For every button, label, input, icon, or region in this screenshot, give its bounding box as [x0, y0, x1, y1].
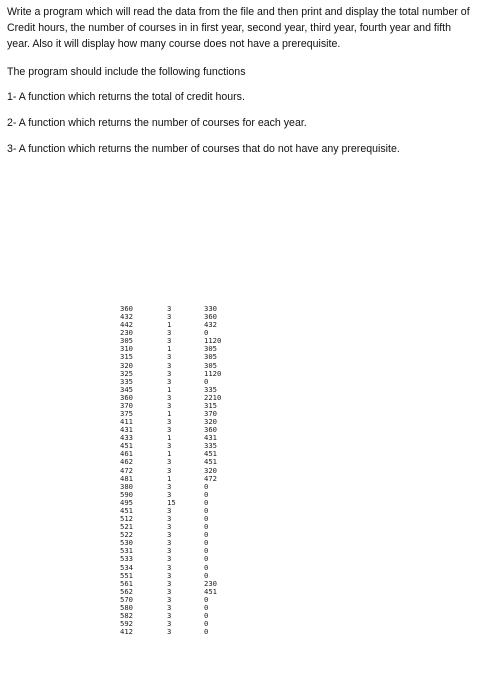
function-3-text: 3- A function which returns the number of courses that do not have any prerequisite. [7, 143, 400, 155]
table-row [0, 572, 477, 580]
credit-hours-cell: 3 [167, 522, 172, 532]
credit-hours-cell: 3 [167, 505, 172, 515]
table-row [0, 612, 477, 620]
table-row [0, 426, 477, 434]
prerequisite-cell: 451 [204, 449, 217, 459]
course-number-cell: 533 [120, 554, 133, 564]
credit-hours-cell: 3 [167, 514, 172, 524]
table-row [0, 580, 477, 588]
table-row [0, 467, 477, 475]
course-number-cell: 325 [120, 368, 133, 378]
course-number-cell: 562 [120, 586, 133, 596]
course-number-cell: 570 [120, 594, 133, 604]
function-1-text: 1- A function which returns the total of credit hours. [7, 91, 245, 103]
table-row [0, 515, 477, 523]
table-row [0, 596, 477, 604]
prerequisite-cell: 0 [204, 602, 209, 612]
course-number-cell: 551 [120, 570, 133, 580]
credit-hours-cell: 3 [167, 392, 172, 402]
credit-hours-cell: 3 [167, 538, 172, 548]
table-row [0, 458, 477, 466]
table-row [0, 604, 477, 612]
course-number-cell: 522 [120, 530, 133, 540]
prerequisite-cell: 451 [204, 586, 217, 596]
course-number-cell: 335 [120, 376, 133, 386]
credit-hours-cell: 3 [167, 425, 172, 435]
course-number-cell: 531 [120, 546, 133, 556]
table-row [0, 499, 477, 507]
requirements-heading: The program should include the following functions [7, 66, 246, 78]
credit-hours-cell: 1 [167, 344, 172, 354]
prerequisite-cell: 335 [204, 384, 217, 394]
credit-hours-cell: 1 [167, 320, 172, 330]
credit-hours-cell: 15 [167, 497, 176, 507]
prerequisite-cell: 0 [204, 530, 209, 540]
credit-hours-cell: 3 [167, 441, 172, 451]
course-number-cell: 345 [120, 384, 133, 394]
prerequisite-cell: 0 [204, 546, 209, 556]
credit-hours-cell: 3 [167, 368, 172, 378]
prerequisite-cell: 0 [204, 481, 209, 491]
credit-hours-cell: 3 [167, 602, 172, 612]
course-number-cell: 310 [120, 344, 133, 354]
course-number-cell: 230 [120, 328, 133, 338]
table-row [0, 475, 477, 483]
table-row [0, 305, 477, 313]
credit-hours-cell: 3 [167, 360, 172, 370]
table-row [0, 547, 477, 555]
prerequisite-cell: 230 [204, 578, 217, 588]
credit-hours-cell: 3 [167, 481, 172, 491]
course-number-cell: 590 [120, 489, 133, 499]
prerequisite-cell: 0 [204, 562, 209, 572]
course-number-cell: 461 [120, 449, 133, 459]
table-row [0, 442, 477, 450]
table-row [0, 450, 477, 458]
prerequisite-cell: 2210 [204, 392, 222, 402]
course-number-cell: 411 [120, 417, 133, 427]
course-number-cell: 472 [120, 465, 133, 475]
prerequisite-cell: 1120 [204, 368, 222, 378]
credit-hours-cell: 3 [167, 489, 172, 499]
table-row [0, 539, 477, 547]
table-row [0, 386, 477, 394]
course-number-cell: 360 [120, 304, 133, 313]
prerequisite-cell: 0 [204, 514, 209, 524]
table-row [0, 362, 477, 370]
course-number-cell: 582 [120, 610, 133, 620]
prerequisite-cell: 432 [204, 320, 217, 330]
function-2-text: 2- A function which returns the number of courses for each year. [7, 117, 307, 129]
credit-hours-cell: 3 [167, 304, 172, 313]
table-row [0, 564, 477, 572]
credit-hours-cell: 3 [167, 352, 172, 362]
course-number-cell: 375 [120, 409, 133, 419]
prerequisite-cell: 370 [204, 409, 217, 419]
prerequisite-cell: 451 [204, 457, 217, 467]
prerequisite-cell: 0 [204, 538, 209, 548]
course-number-cell: 481 [120, 473, 133, 483]
prerequisite-cell: 360 [204, 312, 217, 322]
course-number-cell: 432 [120, 312, 133, 322]
table-row [0, 434, 477, 442]
credit-hours-cell: 3 [167, 465, 172, 475]
course-number-cell: 433 [120, 433, 133, 443]
course-number-cell: 320 [120, 360, 133, 370]
table-row [0, 628, 477, 636]
credit-hours-cell: 3 [167, 594, 172, 604]
credit-hours-cell: 3 [167, 417, 172, 427]
course-number-cell: 315 [120, 352, 133, 362]
course-number-cell: 561 [120, 578, 133, 588]
table-row [0, 337, 477, 345]
credit-hours-cell: 3 [167, 610, 172, 620]
credit-hours-cell: 3 [167, 457, 172, 467]
prerequisite-cell: 0 [204, 594, 209, 604]
course-number-cell: 451 [120, 441, 133, 451]
course-number-cell: 412 [120, 627, 133, 637]
prerequisite-cell: 472 [204, 473, 217, 483]
table-row [0, 345, 477, 353]
table-row [0, 394, 477, 402]
prerequisite-cell: 360 [204, 425, 217, 435]
prerequisite-cell: 0 [204, 497, 209, 507]
table-row [0, 353, 477, 361]
table-row [0, 418, 477, 426]
table-row [0, 491, 477, 499]
credit-hours-cell: 1 [167, 433, 172, 443]
prerequisite-cell: 0 [204, 627, 209, 637]
course-number-cell: 462 [120, 457, 133, 467]
credit-hours-cell: 3 [167, 586, 172, 596]
course-number-cell: 580 [120, 602, 133, 612]
credit-hours-cell: 1 [167, 409, 172, 419]
course-number-cell: 534 [120, 562, 133, 572]
credit-hours-cell: 3 [167, 570, 172, 580]
credit-hours-cell: 3 [167, 546, 172, 556]
credit-hours-cell: 1 [167, 449, 172, 459]
prerequisite-cell: 320 [204, 417, 217, 427]
course-number-cell: 512 [120, 514, 133, 524]
credit-hours-cell: 3 [167, 554, 172, 564]
credit-hours-cell: 3 [167, 400, 172, 410]
prerequisite-cell: 330 [204, 304, 217, 313]
credit-hours-cell: 3 [167, 619, 172, 629]
course-number-cell: 451 [120, 505, 133, 515]
credit-hours-cell: 3 [167, 578, 172, 588]
prerequisite-cell: 0 [204, 610, 209, 620]
table-row [0, 321, 477, 329]
course-number-cell: 495 [120, 497, 133, 507]
prerequisite-cell: 0 [204, 505, 209, 515]
prerequisite-cell: 305 [204, 352, 217, 362]
prerequisite-cell: 335 [204, 441, 217, 451]
table-row [0, 531, 477, 539]
prerequisite-cell: 0 [204, 376, 209, 386]
table-row [0, 620, 477, 628]
table-row [0, 313, 477, 321]
prerequisite-cell: 0 [204, 328, 209, 338]
table-row [0, 378, 477, 386]
table-row [0, 555, 477, 563]
table-row [0, 507, 477, 515]
course-data-table [0, 305, 477, 636]
table-row [0, 523, 477, 531]
course-number-cell: 592 [120, 619, 133, 629]
prerequisite-cell: 320 [204, 465, 217, 475]
credit-hours-cell: 3 [167, 562, 172, 572]
course-number-cell: 521 [120, 522, 133, 532]
course-number-cell: 360 [120, 392, 133, 402]
course-number-cell: 442 [120, 320, 133, 330]
credit-hours-cell: 1 [167, 384, 172, 394]
table-row [0, 483, 477, 491]
course-number-cell: 305 [120, 336, 133, 346]
table-row [0, 370, 477, 378]
credit-hours-cell: 3 [167, 376, 172, 386]
table-row [0, 329, 477, 337]
prerequisite-cell: 0 [204, 554, 209, 564]
course-number-cell: 530 [120, 538, 133, 548]
credit-hours-cell: 3 [167, 328, 172, 338]
course-number-cell: 431 [120, 425, 133, 435]
prerequisite-cell: 305 [204, 360, 217, 370]
prerequisite-cell: 431 [204, 433, 217, 443]
credit-hours-cell: 3 [167, 530, 172, 540]
table-row [0, 410, 477, 418]
credit-hours-cell: 3 [167, 312, 172, 322]
prerequisite-cell: 315 [204, 400, 217, 410]
table-row [0, 402, 477, 410]
table-row [0, 588, 477, 596]
intro-paragraph: Write a program which will read the data from the file and then print and display the total number of Credit hours, the number of courses in in first year, second year, third year, fourth year and fifth year. Also it will display how many course does not have a prerequisite. [7, 6, 470, 50]
credit-hours-cell: 3 [167, 627, 172, 637]
prerequisite-cell: 0 [204, 489, 209, 499]
course-number-cell: 380 [120, 481, 133, 491]
prerequisite-cell: 0 [204, 570, 209, 580]
prerequisite-cell: 0 [204, 619, 209, 629]
credit-hours-cell: 3 [167, 336, 172, 346]
credit-hours-cell: 1 [167, 473, 172, 483]
prerequisite-cell: 1120 [204, 336, 222, 346]
prerequisite-cell: 305 [204, 344, 217, 354]
prerequisite-cell: 0 [204, 522, 209, 532]
course-number-cell: 370 [120, 400, 133, 410]
